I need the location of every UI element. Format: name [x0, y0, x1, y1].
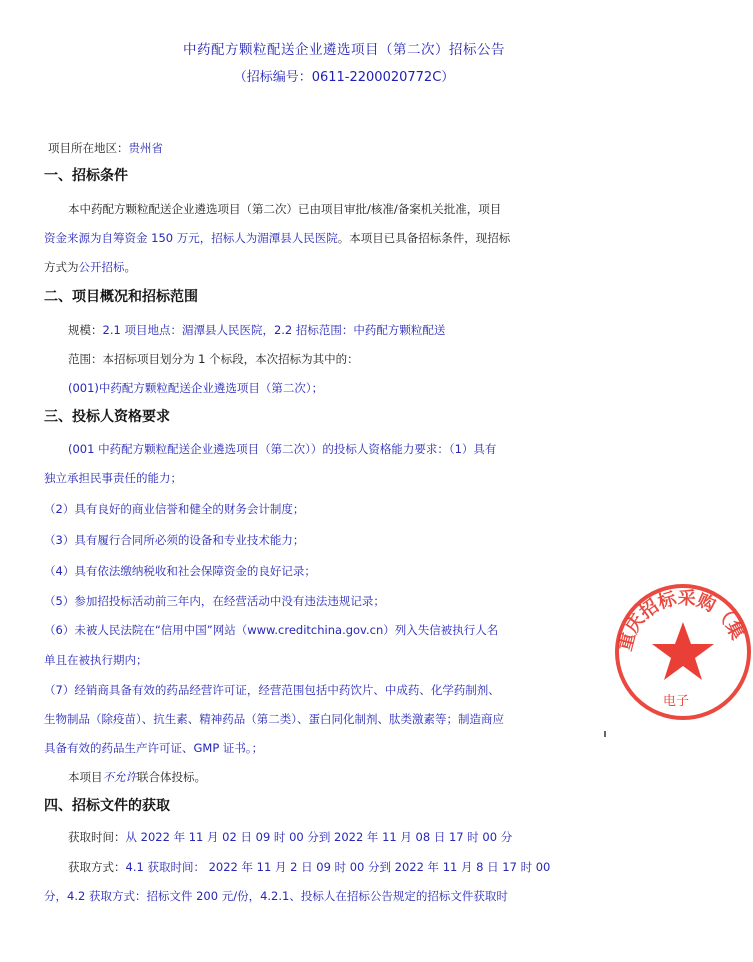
s2-range-line: 范围：本招标项目划分为 1 个标段，本次招标为其中的：	[68, 352, 359, 366]
s3-line-5: （4）具有依法缴纳税收和社会保障资金的良好记录；	[44, 564, 316, 578]
scale-value: 2.1 项目地点：湄潭县人民医院，2.2 招标范围：中药配方颗粒配送	[102, 323, 446, 337]
s3-line-8: 单且在被执行期内；	[44, 653, 148, 667]
consortium-suffix: 联合体投标。	[137, 770, 206, 784]
s1-paragraph-line-1: 本中药配方颗粒配送企业遴选项目（第二次）已由项目审批/核准/备案机关批准，项目	[68, 202, 502, 216]
announcement-title: 中药配方颗粒配送企业遴选项目（第二次）招标公告	[183, 42, 505, 58]
method-value: 4.1 获取时间： 2022 年 11 月 2 日 09 时 00 分到 2022 年 11 月 8 日 17 时 00	[125, 860, 551, 874]
section-heading-4: 四、招标文件的获取	[44, 798, 170, 814]
method-label: 获取方式：	[68, 860, 126, 874]
consortium-prefix: 本项目	[68, 770, 103, 784]
funding-text: 资金来源为自筹资金 150 万元，招标人为	[44, 231, 258, 245]
s1-condition-text: 。本项目已具备招标条件，现招标	[337, 231, 511, 245]
method-value: 公开招标	[78, 260, 125, 274]
s4-time-line	[68, 828, 512, 846]
s3-line-3: （2）具有良好的商业信誉和健全的财务会计制度；	[44, 502, 305, 516]
s4-method-line-2: 分，4.2 获取方式：招标文件 200 元/份，4.2.1、投标人在招标公告规定的招标文件获取时	[44, 889, 508, 903]
s3-line-6: （5）参加招投标活动前三年内，在经营活动中没有违法违规记录；	[44, 594, 385, 608]
s4-method-line	[68, 858, 550, 876]
method-label: 方式为	[44, 260, 79, 274]
s1-paragraph-line-2	[44, 229, 510, 247]
seal-arc-text: 重庆招标采购（集	[614, 587, 748, 654]
time-value: 从 2022 年 11 月 02 日 09 时 00 分到 2022 年 11 月 08 日 17 时 00 分	[125, 830, 513, 844]
s3-consortium-line	[68, 768, 206, 786]
section-heading-2: 二、项目概况和招标范围	[44, 289, 198, 305]
s1-paragraph-line-3	[44, 258, 136, 276]
s3-line-2: 独立承担民事责任的能力；	[44, 471, 182, 485]
s3-line-7: （6）未被人民法院在“信用中国”网站（www.creditchina.gov.cn）列入失信被执行人名	[44, 623, 499, 637]
region-line	[48, 139, 163, 157]
consortium-value: 不允许	[102, 770, 137, 784]
s3-line-11: 具备有效的药品生产许可证、GMP 证书。；	[44, 741, 264, 755]
region-label: 项目所在地区：	[48, 141, 129, 155]
s3-line-9: （7）经销商具备有效的药品经营许可证，经营范围包括中药饮片、中成药、化学药制剂、	[44, 683, 500, 697]
s3-line-4: （3）具有履行合同所必须的设备和专业技术能力；	[44, 533, 305, 547]
section-heading-1: 一、招标条件	[44, 168, 128, 184]
tender-number: （招标编号：0611-2200020772C）	[233, 70, 455, 85]
s3-line-1: (001 中药配方颗粒配送企业遴选项目（第二次））的投标人资格能力要求：（1）具有	[68, 442, 497, 456]
seal-star-icon	[652, 622, 714, 680]
seal-footer-text: 电子	[663, 694, 690, 709]
margin-mark	[604, 731, 606, 737]
region-value: 贵州省	[128, 141, 163, 155]
company-seal-stamp	[603, 572, 753, 722]
tenderer-name: 湄潭县人民医院	[257, 231, 338, 245]
time-label: 获取时间：	[68, 830, 126, 844]
seal-graphic	[603, 572, 753, 722]
section-heading-3: 三、投标人资格要求	[44, 409, 170, 425]
method-end: 。	[124, 260, 136, 274]
s2-lot-line: (001)中药配方颗粒配送企业遴选项目（第二次）；	[68, 381, 324, 395]
scale-label: 规模：	[68, 323, 103, 337]
s2-scale-line	[68, 321, 445, 339]
s3-line-10: 生物制品（除疫苗）、抗生素、精神药品（第二类）、蛋白同化制剂、肽类激素等；制造商应	[44, 712, 504, 726]
